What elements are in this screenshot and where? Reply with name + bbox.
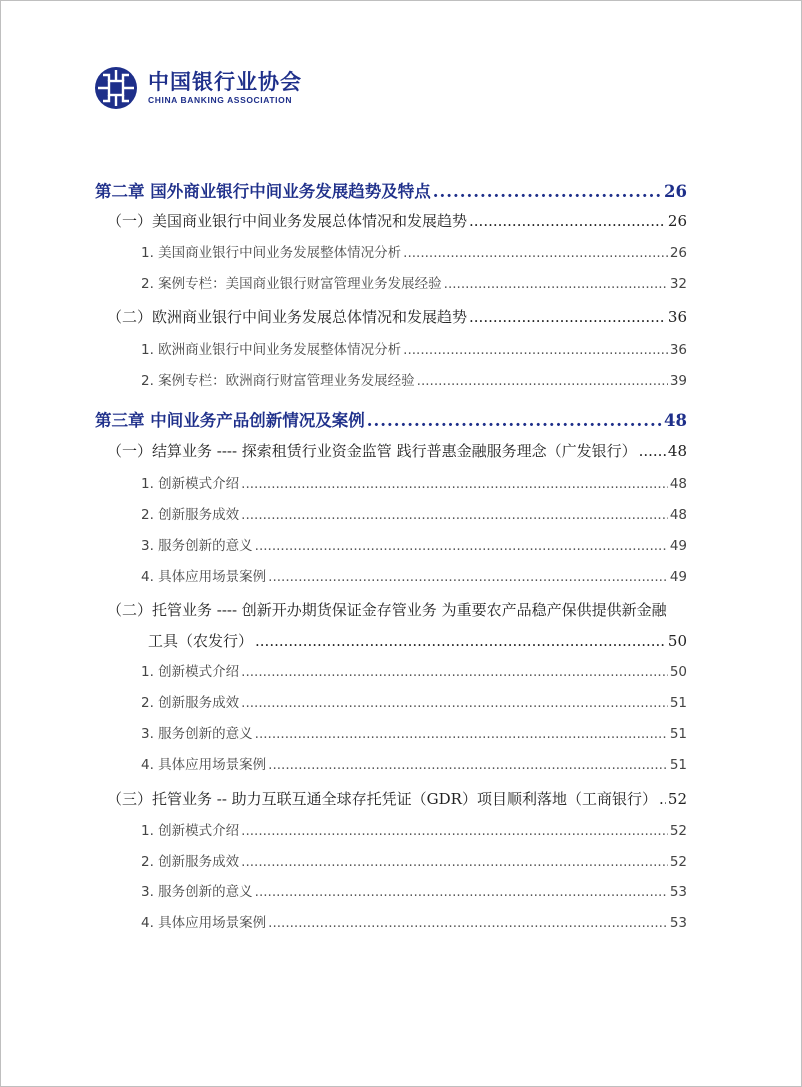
toc-leader xyxy=(255,632,666,650)
toc-subsection[interactable] xyxy=(141,722,687,742)
toc-leader xyxy=(367,411,662,430)
toc-leader xyxy=(469,212,666,230)
toc-label: 2. 创新服务成效 xyxy=(141,507,240,523)
toc-page: 52 xyxy=(669,854,687,870)
toc-page: 53 xyxy=(669,915,687,931)
toc-label: 4. 具体应用场景案例 xyxy=(141,757,267,773)
toc-label: 3. 服务创新的意义 xyxy=(141,538,253,554)
toc-subsection[interactable] xyxy=(141,850,687,870)
toc-leader xyxy=(268,915,668,931)
toc-page: 48 xyxy=(667,442,687,460)
toc-leader xyxy=(417,373,668,389)
toc-page: 48 xyxy=(669,507,687,523)
toc-chapter-2[interactable] xyxy=(95,178,687,202)
toc-leader xyxy=(241,476,668,492)
toc-page: 53 xyxy=(669,884,687,900)
toc-page: 36 xyxy=(669,342,687,358)
toc-label: 2. 案例专栏：美国商业银行财富管理业务发展经验 xyxy=(141,276,442,292)
toc-label: 第三章 中间业务产品创新情况及案例 xyxy=(95,411,365,430)
toc-page: 39 xyxy=(669,373,687,389)
toc-label: 工具（农发行） xyxy=(148,632,254,650)
toc-label: 2. 案例专栏：欧洲商行财富管理业务发展经验 xyxy=(141,373,415,389)
toc-page: 26 xyxy=(664,182,687,201)
toc-label: 3. 服务创新的意义 xyxy=(141,726,253,742)
toc-label: 2. 创新服务成效 xyxy=(141,695,240,711)
toc-subsection[interactable] xyxy=(141,819,687,839)
toc-label: 1. 欧洲商业银行中间业务发展整体情况分析 xyxy=(141,342,402,358)
toc-leader xyxy=(241,507,668,523)
toc-page: 32 xyxy=(669,276,687,292)
toc-leader xyxy=(255,538,668,554)
toc-label: 3. 服务创新的意义 xyxy=(141,884,253,900)
toc-section-line1[interactable]: （二）托管业务 ---- 创新开办期货保证金存管业务 为重要农产品稳产保供提供新金融 xyxy=(107,601,667,619)
toc-section[interactable] xyxy=(107,788,687,809)
toc-page: 26 xyxy=(669,245,687,261)
toc-leader xyxy=(469,308,666,326)
toc-leader xyxy=(241,854,668,870)
toc-subsection[interactable] xyxy=(141,565,687,585)
toc-page: 50 xyxy=(669,664,687,680)
toc-subsection[interactable] xyxy=(141,691,687,711)
org-name-cn: 中国银行业协会 xyxy=(148,70,302,94)
toc-subsection[interactable] xyxy=(141,241,687,261)
toc-page: 49 xyxy=(669,569,687,585)
toc-page: 36 xyxy=(667,308,687,326)
toc-leader xyxy=(255,884,668,900)
toc-section[interactable] xyxy=(107,210,687,231)
toc-leader xyxy=(268,757,668,773)
toc-page: 52 xyxy=(669,823,687,839)
toc-leader xyxy=(268,569,668,585)
toc-leader xyxy=(433,182,662,201)
toc-section[interactable] xyxy=(107,440,687,461)
toc-leader xyxy=(639,442,666,460)
toc-page: 26 xyxy=(667,212,687,230)
toc-page: 51 xyxy=(669,726,687,742)
toc-leader xyxy=(241,695,668,711)
toc-subsection[interactable] xyxy=(141,660,687,680)
toc-page: 48 xyxy=(669,476,687,492)
toc-label: 4. 具体应用场景案例 xyxy=(141,915,267,931)
toc-leader xyxy=(241,823,668,839)
toc-page: 50 xyxy=(667,632,687,650)
toc-section[interactable] xyxy=(148,630,687,651)
toc-label: 1. 创新模式介绍 xyxy=(141,476,240,492)
toc-label: 1. 美国商业银行中间业务发展整体情况分析 xyxy=(141,245,402,261)
toc-label: （三）托管业务 -- 助力互联互通全球存托凭证（GDR）项目顺利落地（工商银行） xyxy=(107,790,657,808)
toc-subsection[interactable] xyxy=(141,534,687,554)
toc-section[interactable] xyxy=(107,306,687,327)
toc-leader xyxy=(403,342,668,358)
org-name-en: CHINA BANKING ASSOCIATION xyxy=(148,95,293,105)
china-banking-association-logo-icon xyxy=(94,66,138,110)
toc-leader xyxy=(444,276,668,292)
logo xyxy=(94,66,302,110)
toc-page: 51 xyxy=(669,757,687,773)
toc-subsection[interactable] xyxy=(141,369,687,389)
toc-page: 51 xyxy=(669,695,687,711)
toc-subsection[interactable] xyxy=(141,472,687,492)
toc-label: （一）美国商业银行中间业务发展总体情况和发展趋势 xyxy=(107,212,468,230)
toc-subsection[interactable] xyxy=(141,911,687,931)
toc-label: 4. 具体应用场景案例 xyxy=(141,569,267,585)
toc-subsection[interactable] xyxy=(141,272,687,292)
toc-page: 49 xyxy=(669,538,687,554)
toc-subsection[interactable] xyxy=(141,338,687,358)
toc-page: 48 xyxy=(664,411,687,430)
toc-label: 1. 创新模式介绍 xyxy=(141,823,240,839)
toc-leader xyxy=(255,726,668,742)
toc-label: 1. 创新模式介绍 xyxy=(141,664,240,680)
toc-subsection[interactable] xyxy=(141,503,687,523)
toc-label: 2. 创新服务成效 xyxy=(141,854,240,870)
toc-label: （一）结算业务 ---- 探索租赁行业资金监管 践行普惠金融服务理念（广发银行） xyxy=(107,442,637,460)
toc-leader xyxy=(241,664,668,680)
toc-subsection[interactable] xyxy=(141,880,687,900)
toc-leader xyxy=(659,790,666,808)
toc-page: 52 xyxy=(667,790,687,808)
toc-chapter-3[interactable] xyxy=(95,407,687,431)
toc-label: （二）欧洲商业银行中间业务发展总体情况和发展趋势 xyxy=(107,308,468,326)
toc-label: 第二章 国外商业银行中间业务发展趋势及特点 xyxy=(95,182,431,201)
toc-leader xyxy=(403,245,668,261)
toc-subsection[interactable] xyxy=(141,753,687,773)
